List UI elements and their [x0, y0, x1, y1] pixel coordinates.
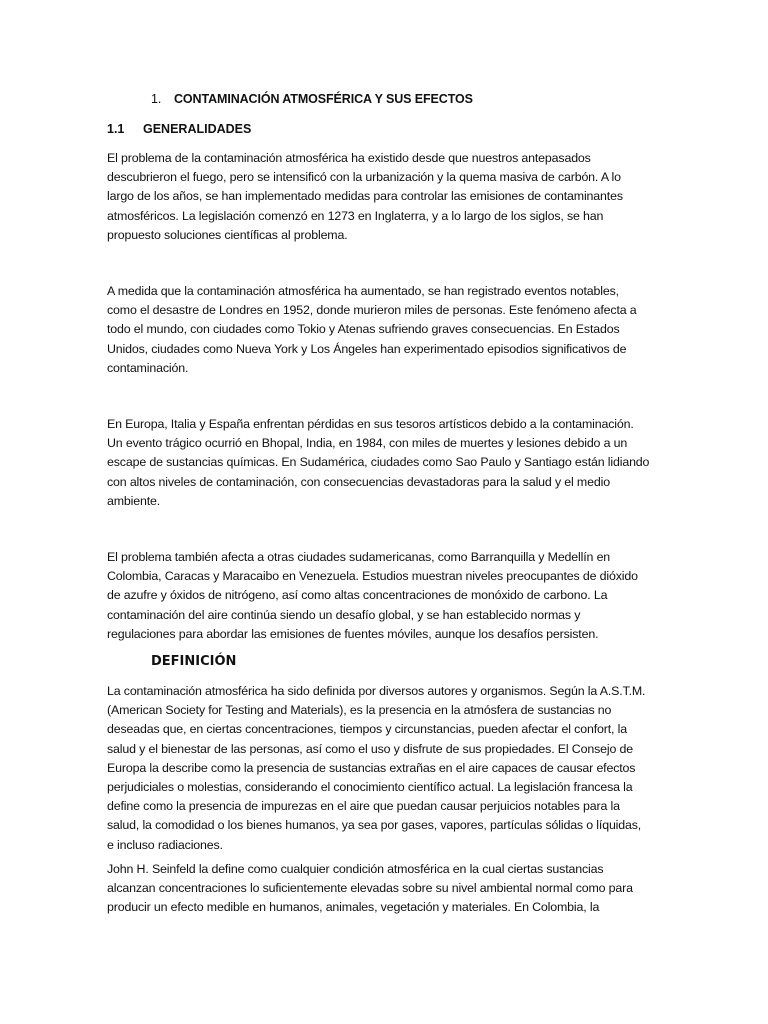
paragraph-line: deseadas que, en ciertas concentraciones, tiempos y circunstancias, pueden afectar el confort, la	[107, 722, 627, 737]
paragraph-line: con altos niveles de contaminación, con consecuencias devastadoras para la salud y el medio	[107, 474, 610, 489]
definition-heading: DEFINICIÓN	[151, 654, 237, 669]
paragraph-line: contaminación.	[107, 360, 189, 375]
paragraph-line: En Europa, Italia y España enfrentan pérdidas en sus tesoros artísticos debido a la contaminación.	[107, 417, 634, 431]
section-number: 1.	[151, 92, 162, 106]
paragraph-line: Unidos, ciudades como Nueva York y Los Ángeles han experimentado episodios significativos de	[107, 341, 627, 356]
paragraph-line: todo el mundo, con ciudades como Tokio y Atenas sufriendo graves consecuencias. En Estados	[107, 322, 620, 337]
paragraph-generalidades-2	[107, 282, 667, 378]
paragraph-line: Colombia, Caracas y Maracaibo en Venezuela. Estudios muestran niveles preocupantes de dióxido	[107, 569, 638, 584]
paragraph-line: escape de sustancias químicas. En Sudamérica, ciudades como Sao Paulo y Santiago están lidiando	[107, 455, 650, 470]
section-title: CONTAMINACIÓN ATMOSFÉRICA Y SUS EFECTOS	[174, 92, 473, 106]
paragraph-line: de azufre y óxidos de nitrógeno, así como altas concentraciones de monóxido de carbono. La	[107, 588, 608, 603]
paragraph-line: atmosféricos. La legislación comenzó en 1273 en Inglaterra, y a lo largo de los siglos, se han	[107, 208, 604, 223]
subsection-title: GENERALIDADES	[143, 122, 252, 136]
paragraph-line: Un evento trágico ocurrió en Bhopal, India, en 1984, con miles de muertes y lesiones debido a un	[107, 436, 628, 451]
paragraph-line: e incluso radiaciones.	[107, 837, 223, 852]
paragraph-definicion-2	[107, 860, 667, 918]
paragraph-line: contaminación del aire continúa siendo un desafío global, y se han establecido normas y	[107, 607, 581, 622]
paragraph-line: A medida que la contaminación atmosférica ha aumentado, se han registrado eventos notables,	[107, 284, 619, 298]
paragraph-line: propuesto soluciones científicas al problema.	[107, 227, 348, 242]
paragraph-line: ambiente.	[107, 493, 161, 508]
paragraph-line: perjudiciales o molestias, considerando el conocimiento científico actual. La legislación francesa la	[107, 780, 633, 795]
paragraph-line: regulaciones para abordar las emisiones de fuentes móviles, aunque los desafíos persisten.	[107, 626, 599, 641]
paragraph-line: como el desastre de Londres en 1952, donde murieron miles de personas. Este fenómeno afecta a	[107, 303, 637, 318]
paragraph-line: define como la presencia de impurezas en el aire que puedan causar perjuicios notables para la	[107, 799, 620, 814]
subsection-heading	[107, 122, 251, 136]
paragraph-line: La contaminación atmosférica ha sido definida por diversos autores y organismos. Según la A.S.T.M.	[107, 684, 646, 698]
paragraph-line: salud y el bienestar de las personas, así como el uso y disfrute de sus propiedades. El Consejo de	[107, 741, 633, 756]
paragraph-line: Europa la describe como la presencia de sustancias extrañas en el aire capaces de causar efectos	[107, 760, 636, 775]
paragraph-line: largo de los años, se han implementado medidas para controlar las emisiones de contaminantes	[107, 189, 623, 204]
paragraph-generalidades-3	[107, 415, 667, 511]
paragraph-line: John H. Seinfeld la define como cualquier condición atmosférica en la cual ciertas sustancias	[107, 862, 604, 876]
paragraph-line: (American Society for Testing and Materials), es la presencia en la atmósfera de sustancias no	[107, 703, 612, 718]
paragraph-definicion-1	[107, 682, 667, 855]
paragraph-line: El problema también afecta a otras ciudades sudamericanas, como Barranquilla y Medellín en	[107, 550, 611, 564]
paragraph-line: El problema de la contaminación atmosférica ha existido desde que nuestros antepasados	[107, 151, 591, 165]
paragraph-line: alcanzan concentraciones lo suficientemente elevadas sobre su nivel ambiental normal como para	[107, 881, 633, 896]
paragraph-line: salud, la comodidad o los bienes humanos, ya sea por gases, vapores, partículas sólidas o líquidas,	[107, 818, 642, 833]
paragraph-line: descubrieron el fuego, pero se intensificó con la urbanización y la quema masiva de carbón. A lo	[107, 170, 621, 185]
paragraph-line: producir un efecto medible en humanos, animales, vegetación y materiales. En Colombia, la	[107, 900, 600, 915]
paragraph-generalidades-1	[107, 149, 667, 245]
paragraph-generalidades-4	[107, 548, 667, 644]
section-heading	[151, 92, 473, 106]
subsection-number: 1.1	[107, 122, 125, 136]
